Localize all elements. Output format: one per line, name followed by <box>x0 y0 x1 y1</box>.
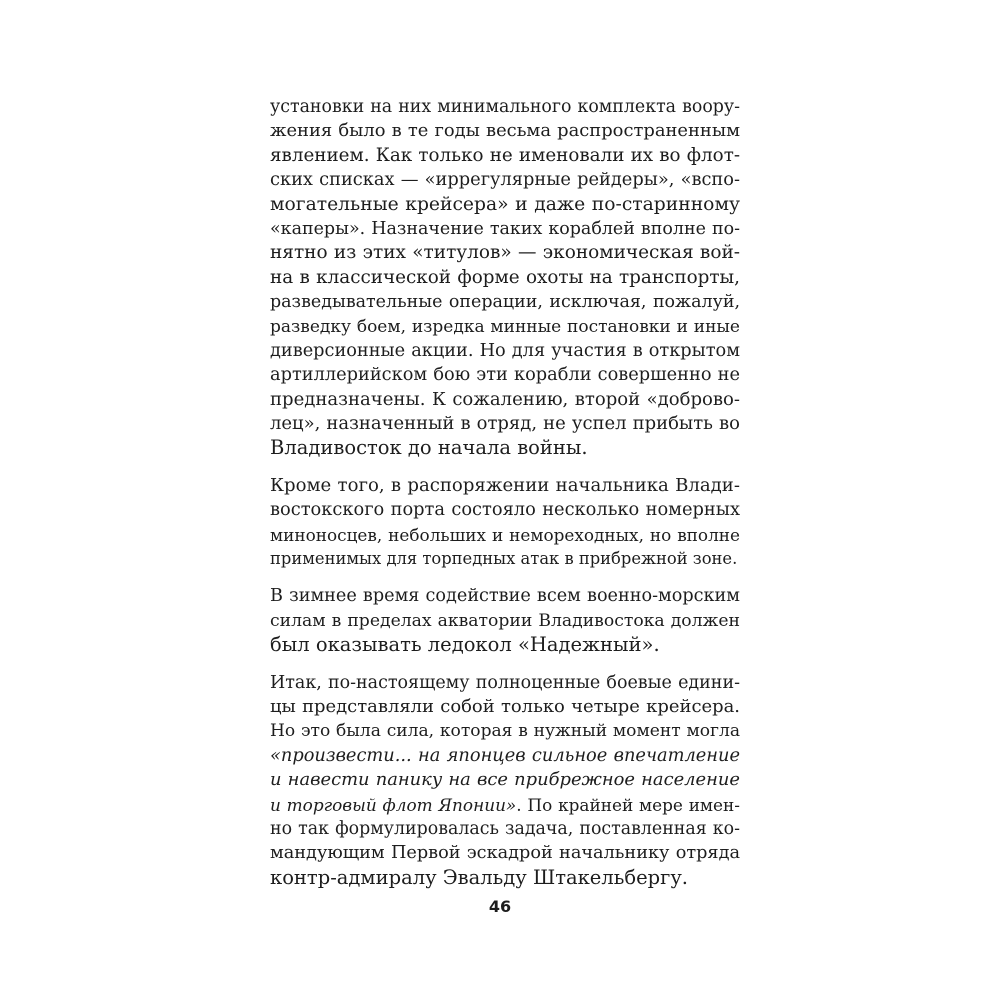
text-line <box>270 671 740 695</box>
page-number: 46 <box>488 897 512 916</box>
text-line <box>270 523 740 547</box>
text-segment: Но это была сила, которая в нужный момент могла <box>270 721 740 742</box>
text-segment: лец», назначенный в отряд, не успел прибыть во <box>270 413 740 435</box>
text-line <box>270 817 740 841</box>
text-line <box>270 768 740 792</box>
text-line <box>270 841 740 865</box>
text-segment: контр-адмиралу Эвальду Штакельбергу. <box>270 865 689 889</box>
text-segment: «каперы». Назначение таких кораблей вполне по- <box>270 218 740 239</box>
text-segment: разведку боем, изредка минные постановки и иные <box>270 316 740 337</box>
text-segment: могательные крейсера» и даже по-старинному <box>270 193 740 215</box>
text-line <box>270 241 740 265</box>
text-segment: артиллерийском бою эти корабли совершенно не <box>270 365 740 386</box>
paragraph <box>270 474 740 572</box>
text-segment: разведывательные операции, исключая, пожалуй, <box>270 292 740 313</box>
text-segment: диверсионные акции. Но для участия в открытом <box>270 340 740 361</box>
text-segment: жения было в те годы весьма распространенным <box>270 120 740 142</box>
text-segment: на в классической форме охоты на транспорты, <box>270 266 740 288</box>
book-page-text <box>270 95 740 903</box>
text-segment: мандующим Первой эскадрой начальнику отряда <box>270 843 740 864</box>
text-segment: установки на них минимального комплекта воору- <box>270 97 740 117</box>
text-segment: но так формулировалась задача, поставленная ко- <box>270 818 740 839</box>
text-line <box>270 119 740 143</box>
text-segment: востокского порта состояло несколько номерных <box>270 499 740 521</box>
text-segment: применимых для торпедных атак в прибрежной зоне. <box>270 549 738 569</box>
text-segment: ских списках — «иррегулярные рейдеры», «вспо- <box>270 169 740 191</box>
text-line <box>270 547 740 571</box>
text-line <box>270 315 740 339</box>
text-line <box>270 95 740 119</box>
text-line <box>270 217 740 241</box>
text-segment: миноносцев, небольших и немореходных, но вполне <box>270 524 740 545</box>
text-line <box>270 695 740 719</box>
text-segment: предназначены. К сожалению, второй «доброво- <box>270 388 740 410</box>
text-line <box>270 436 740 460</box>
text-segment: явлением. Как только не именовали их во флот- <box>270 144 740 166</box>
text-line <box>270 290 740 314</box>
text-line <box>270 339 740 363</box>
text-line <box>270 388 740 412</box>
text-line <box>270 866 740 890</box>
text-line <box>270 168 740 192</box>
text-segment: В зимнее время содействие всем военно-морским <box>270 586 740 607</box>
text-line <box>270 609 740 633</box>
text-line <box>270 744 740 768</box>
quote-text: «произвести... на японцев сильное впечатление <box>270 744 740 766</box>
quote-text: и торговый флот Японии» <box>270 794 517 815</box>
text-line <box>270 633 740 657</box>
text-segment: силам в пределах акватории Владивостока должен <box>270 610 740 631</box>
text-segment: Кроме того, в распоряжении начальника Влади- <box>270 474 740 496</box>
text-segment: Итак, по-настоящему полноценные боевые едини- <box>270 672 740 693</box>
text-segment: нятно из этих «титулов» — экономическая вой- <box>270 242 740 264</box>
text-line <box>270 266 740 290</box>
text-line <box>270 498 740 522</box>
text-line <box>270 193 740 217</box>
text-segment: цы представляли собой только четыре крейсера. <box>270 695 740 717</box>
text-segment: . По крайней мере имен- <box>516 794 740 815</box>
paragraph <box>270 95 740 461</box>
text-line <box>270 474 740 498</box>
paragraph <box>270 671 740 891</box>
text-line <box>270 363 740 387</box>
text-line <box>270 719 740 743</box>
text-line <box>270 584 740 608</box>
quote-text: и навести панику на все прибрежное население <box>270 769 740 791</box>
text-line <box>270 793 740 817</box>
text-segment: был оказывать ледокол «Надежный». <box>270 633 660 657</box>
text-segment: Владивосток до начала войны. <box>270 436 588 460</box>
text-line <box>270 412 740 436</box>
text-line <box>270 144 740 168</box>
paragraph <box>270 584 740 657</box>
